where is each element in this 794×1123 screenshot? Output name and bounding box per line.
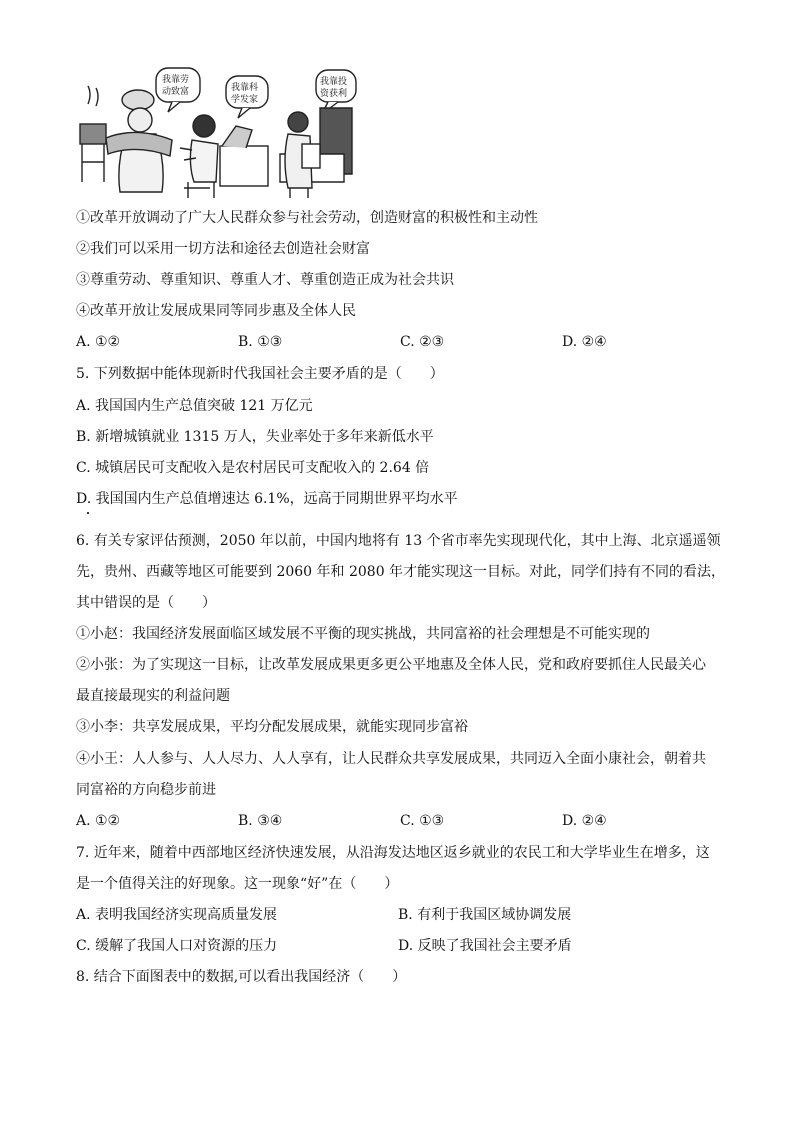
q7-option-b: B. 有利于我国区域协调发展 xyxy=(398,907,572,923)
bubble2-line1: 我靠科 xyxy=(231,83,259,93)
q4-statement-1: ①改革开放调动了广大人民群众参与社会劳动，创造财富的积极性和主动性 xyxy=(76,210,538,226)
q7-option-c: C. 缓解了我国人口对资源的压力 xyxy=(76,938,278,954)
q8-stem: 8. 结合下面图表中的数据,可以看出我国经济（ ） xyxy=(76,969,407,985)
bubble3-line1: 我靠投 xyxy=(320,77,348,87)
q6-option-b: B. ③④ xyxy=(238,813,283,829)
q5-stem: 5. 下列数据中能体现新时代我国社会主要矛盾的是（ ） xyxy=(76,366,444,382)
q6-stem-line2: 先，贵州、西藏等地区可能要到 2060 年和 2080 年才能实现这一目标。对此，同学们持有不同的看法， xyxy=(76,564,726,580)
q6-statement-1: ①小赵：我国经济发展面临区域发展不平衡的现实挑战，共同富裕的社会理想是不可能实现的 xyxy=(76,626,650,642)
q6-statement-2-line2: 最直接最现实的利益问题 xyxy=(76,688,230,704)
q6-stem-line3: 其中错误的是（ ） xyxy=(76,595,216,611)
q7-option-d: D. 反映了我国社会主要矛盾 xyxy=(398,938,572,954)
bubble1-line2: 动致富 xyxy=(162,87,190,97)
q6-statement-3: ③小李：共享发展成果，平均分配发展成果，就能实现同步富裕 xyxy=(76,719,468,735)
q4-statement-2: ②我们可以采用一切方法和途径去创造社会财富 xyxy=(76,241,370,257)
q5-option-c: C. 城镇居民可支配收入是农村居民可支配收入的 2.64 倍 xyxy=(76,460,430,476)
q6-statement-4-line1: ④小王：人人参与、人人尽力、人人享有，让人民群众共享发展成果，共同迈入全面小康社会，朝着共 xyxy=(76,751,706,767)
q4-option-c: C. ②③ xyxy=(400,334,445,350)
q4-statement-3: ③尊重劳动、尊重知识、尊重人才、尊重创造正成为社会共识 xyxy=(76,272,454,288)
q6-statement-2-line1: ②小张：为了实现这一目标，让改革发展成果更多更公平地惠及全体人民，党和政府要抓住人民最关心 xyxy=(76,657,706,673)
q6-stem-line1: 6. 有关专家评估预测，2050 年以前，中国内地将有 13 个省市率先实现现代化，其中上海、北京遥遥领 xyxy=(76,533,721,549)
q6-option-a: A. ①② xyxy=(76,813,121,829)
q6-option-d: D. ②④ xyxy=(562,813,607,829)
q7-option-a: A. 表明我国经济实现高质量发展 xyxy=(76,907,278,923)
q4-option-b: B. ①③ xyxy=(238,334,283,350)
q6-option-c: C. ①③ xyxy=(400,813,445,829)
q6-statement-4-line2: 同富裕的方向稳步前进 xyxy=(76,782,216,798)
q7-stem-line1: 7. 近年来，随着中西部地区经济快速发展，从沿海发达地区返乡就业的农民工和大学毕业生在增多，这 xyxy=(76,845,710,861)
q4-option-d: D. ②④ xyxy=(562,334,607,350)
q5-option-b: B. 新增城镇就业 1315 万人，失业率处于多年来新低水平 xyxy=(76,429,434,445)
q4-statement-4: ④改革开放让发展成果同等同步惠及全体人民 xyxy=(76,303,356,319)
cartoon-illustration xyxy=(76,64,358,200)
q4-option-a: A. ①② xyxy=(76,334,121,350)
bubble3-line2: 资获利 xyxy=(320,89,348,99)
q5-option-d: D. 我国国内生产总值增速达 6.1%，远高于同期世界平均水平 xyxy=(76,491,458,507)
q5-option-a: A. 我国国内生产总值突破 121 万亿元 xyxy=(76,398,313,414)
q7-stem-line2: 是一个值得关注的好现象。这一现象“好”在（ ） xyxy=(76,876,399,892)
bubble1-line1: 我靠劳 xyxy=(162,75,190,85)
bubble2-line2: 学发家 xyxy=(231,95,259,105)
stray-mark xyxy=(87,512,89,514)
